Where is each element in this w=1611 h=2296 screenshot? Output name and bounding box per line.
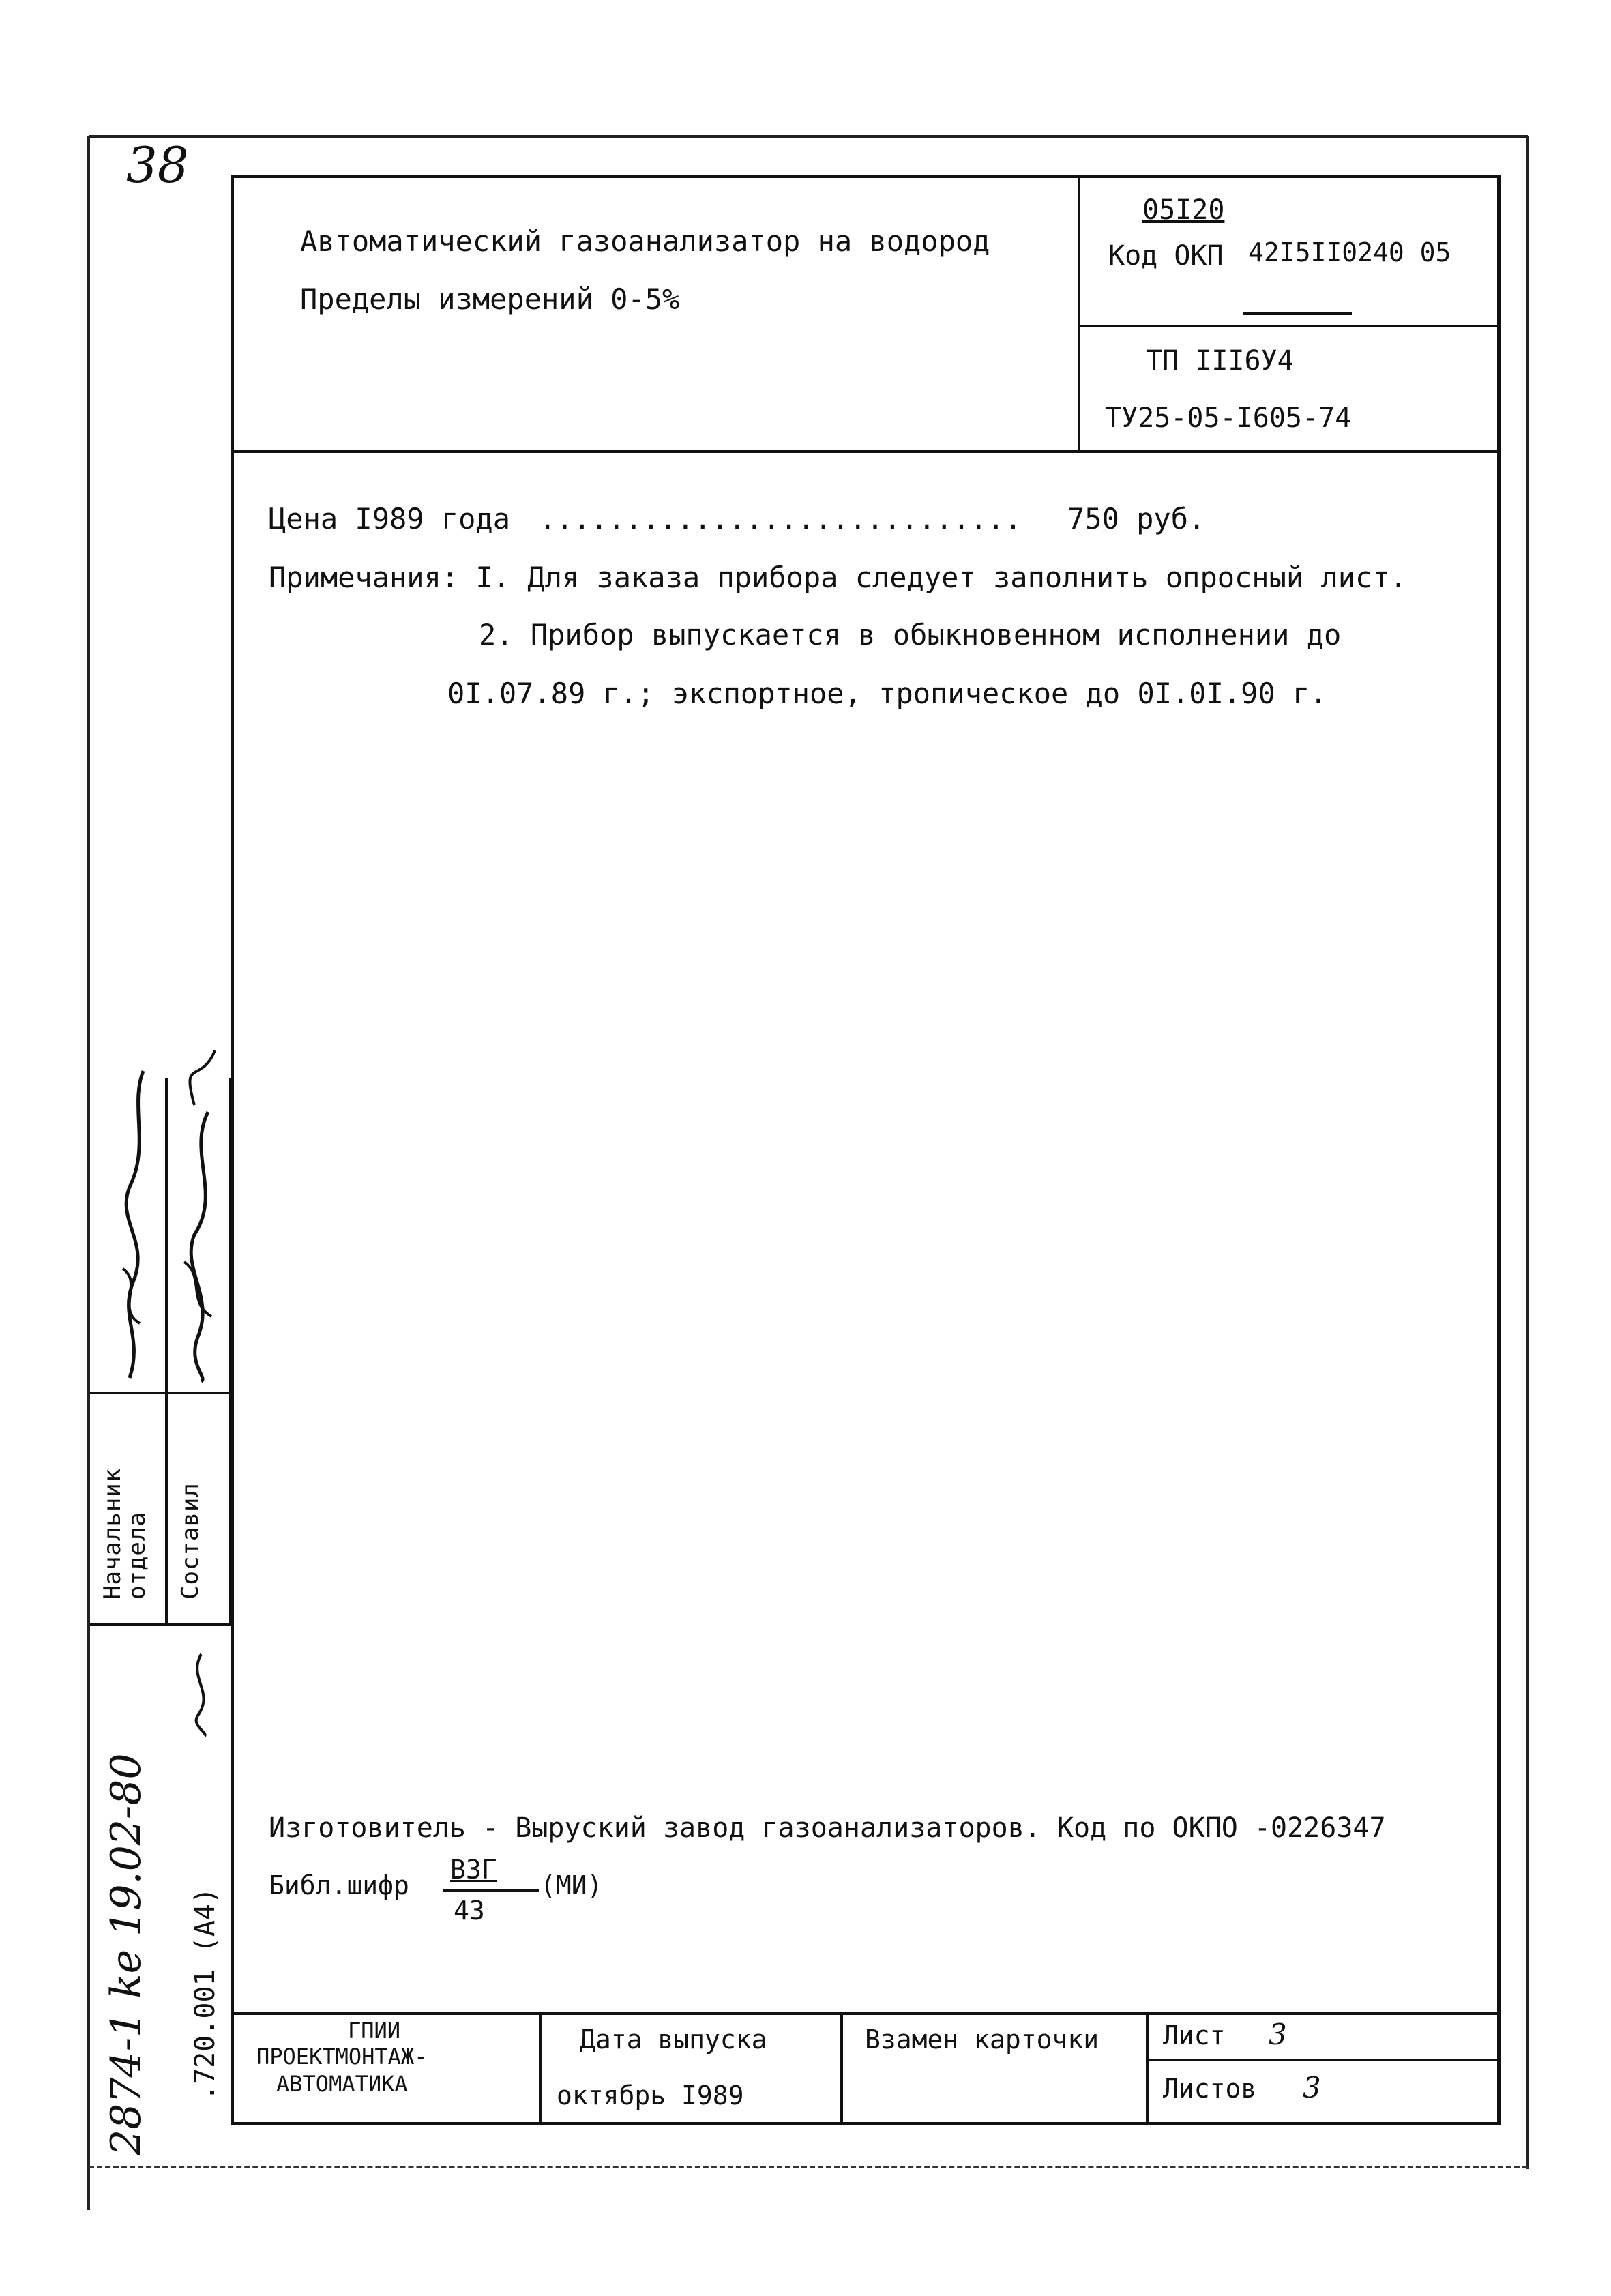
product-title: Автоматический газоанализатор на водород: [300, 224, 990, 258]
note-3: 0I.07.89 г.; экспортное, тропическое до 0I.0I.90 г.: [447, 677, 1327, 710]
library-code-denominator: 43: [454, 1896, 485, 1926]
title-block-divider-2: [840, 2012, 843, 2125]
price-value: 750 руб.: [1067, 502, 1206, 535]
header-bottom-line: [231, 450, 1501, 453]
stamp-row-line: [89, 1392, 231, 1394]
library-code-fraction-line: [443, 1889, 539, 1892]
title-block-top-line: [231, 2012, 1501, 2015]
library-code-label: Библ.шифр: [269, 1870, 409, 1900]
okp-value: 42I5II0240 05: [1248, 237, 1451, 267]
title-block-divider-1: [539, 2012, 542, 2125]
okp-underline: [1243, 312, 1352, 315]
tp-number: ТП III6У4: [1146, 345, 1294, 377]
org-name-line-3: АВТОМАТИКА: [276, 2071, 408, 2097]
compiled-by-label: Составил: [177, 1482, 204, 1600]
document-reference-code: .720.001 (А4): [190, 1887, 221, 2101]
title-block-sheet-divider: [1146, 2059, 1501, 2061]
page-number: 38: [126, 136, 189, 194]
replaces-card-label: Взамен карточки: [865, 2025, 1099, 2055]
price-dots: ............................: [539, 502, 1022, 535]
sheets-total-value: 3: [1303, 2071, 1321, 2104]
handwritten-registration-number: 2874-1 ke 19.02-80: [102, 1753, 150, 2155]
outer-frame-top: [89, 135, 1528, 138]
head-of-department-label: Начальник отдела: [99, 1467, 151, 1600]
issue-date-label: Дата выпуска: [580, 2025, 767, 2055]
tu-number: ТУ25-05-I605-74: [1105, 402, 1352, 434]
org-name-line-1: ГПИИ: [348, 2018, 401, 2044]
org-name-line-2: ПРОЕКТМОНТАЖ-: [256, 2044, 428, 2070]
product-code: 05I20: [1142, 194, 1225, 226]
header-divider: [1078, 175, 1080, 452]
sheet-label: Лист: [1163, 2020, 1226, 2050]
library-code-numerator: ВЗГ: [450, 1855, 497, 1885]
outer-frame-left: [87, 136, 90, 2210]
issue-date-value: октябрь I989: [557, 2080, 744, 2110]
title-block-divider-3: [1146, 2012, 1149, 2125]
note-1: Примечания: I. Для заказа прибора следует заполнить опросный лист.: [269, 561, 1407, 594]
measurement-range: Пределы измерений 0-5%: [300, 282, 680, 316]
price-label: Цена I989 года: [269, 502, 511, 535]
header-right-divider: [1078, 325, 1501, 327]
stamp-bottom-line: [89, 1623, 231, 1626]
note-2: 2. Прибор выпускается в обыкновенном исполнении до: [479, 618, 1342, 651]
outer-frame-bottom: [89, 2166, 1528, 2168]
outer-frame-right: [1526, 136, 1529, 2169]
signature-compiler-icon: [167, 1044, 232, 1385]
sheet-value: 3: [1269, 2018, 1287, 2051]
sheets-total-label: Листов: [1163, 2074, 1257, 2104]
library-code-suffix: (МИ): [540, 1870, 603, 1900]
signature-head-icon: [102, 1064, 164, 1385]
initials-mark-icon: [177, 1651, 225, 1739]
manufacturer-info: Изготовитель - Выруский завод газоанализаторов. Код по ОКПО -0226347: [269, 1812, 1386, 1844]
okp-label: Код ОКП: [1108, 240, 1224, 271]
